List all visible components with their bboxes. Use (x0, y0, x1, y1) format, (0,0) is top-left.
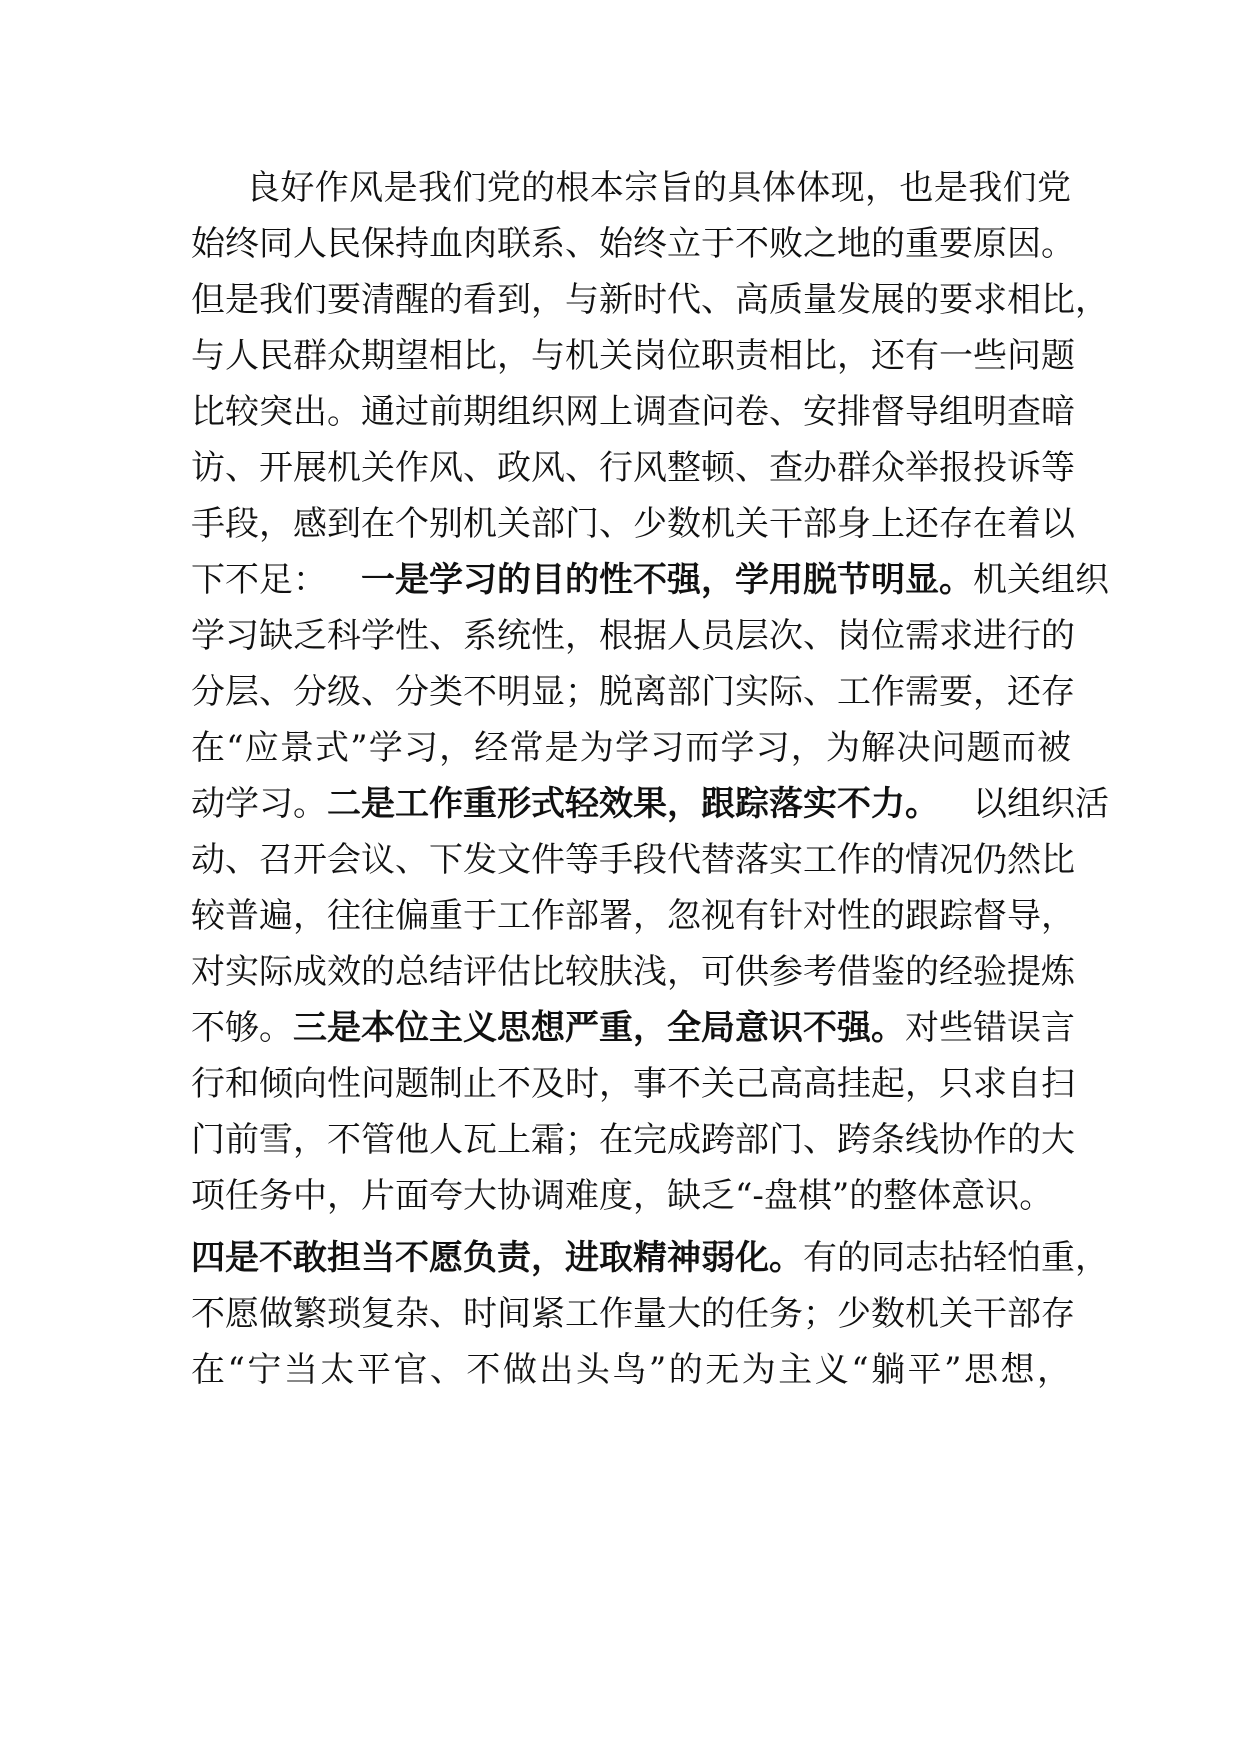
body-paragraph (191, 160, 1109, 1398)
text-line: 与人民群众期望相比，与机关岗位职责相比，还有一些问题 (191, 336, 1075, 376)
text-line: 较普遍，往往偏重于工作部署，忽视有针对性的跟踪督导， (191, 896, 1075, 936)
text-line: 访、开展机关作风、政风、行风整顿、查办群众举报投诉等 (191, 448, 1075, 488)
text-line: 动、召开会议、下发文件等手段代替落实工作的情况仍然比 (191, 840, 1075, 880)
text-line: 行和倾向性问题制止不及时，事不关己高高挂起，只求自扫 (191, 1064, 1075, 1104)
text-line: 良好作风是我们党的根本宗旨的具体体现，也是我们党 (246, 168, 1071, 208)
text-line: 学习缺乏科学性、系统性，根据人员层次、岗位需求进行的 (191, 616, 1075, 656)
text-line: 门前雪，不管他人瓦上霜；在完成跨部门、跨条线协作的大 (191, 1120, 1075, 1160)
text-line: 不愿做繁琐复杂、时间紧工作量大的任务；少数机关干部存 (191, 1294, 1075, 1334)
text-line: 手段，感到在个别机关部门、少数机关干部身上还存在着以 (191, 504, 1075, 544)
point-heading-2: 二是工作重形式轻效果，跟踪落实不力。 (327, 784, 939, 824)
point-heading-3: 三是本位主义思想严重，全局意识不强。 (293, 1008, 905, 1048)
text-line: 在“应景式”学习，经常是为学习而学习，为解决问题而被 (191, 728, 1071, 768)
text-line: 下不足： 一是学习的目的性不强，学用脱节明显。机关组织 (191, 560, 1109, 600)
text-line: 比较突出。通过前期组织网上调查问卷、安排督导组明查暗 (191, 392, 1075, 432)
text-line: 动学习。二是工作重形式轻效果，跟踪落实不力。 以组织活 (191, 784, 1109, 824)
text-line: 在“宁当太平官、不做出头鸟”的无为主义“躺平”思想， (191, 1350, 1071, 1390)
point-heading-1: 一是学习的目的性不强，学用脱节明显。 (361, 560, 973, 600)
text-line: 不够。三是本位主义思想严重，全局意识不强。对些错误言 (191, 1008, 1075, 1048)
text-line: 但是我们要清醒的看到，与新时代、高质量发展的要求相比， (191, 280, 1109, 320)
text-line: 项任务中，片面夸大协调难度，缺乏“-盘棋”的整体意识。 (191, 1176, 1054, 1216)
text-line: 四是不敢担当不愿负责，进取精神弱化。有的同志拈轻怕重， (191, 1238, 1109, 1278)
text-line: 分层、分级、分类不明显；脱离部门实际、工作需要，还存 (191, 672, 1075, 712)
text-line: 对实际成效的总结评估比较肤浅，可供参考借鉴的经验提炼 (191, 952, 1075, 992)
point-heading-4: 四是不敢担当不愿负责，进取精神弱化。 (191, 1238, 803, 1278)
text-line: 始终同人民保持血肉联系、始终立于不败之地的重要原因。 (191, 224, 1075, 264)
